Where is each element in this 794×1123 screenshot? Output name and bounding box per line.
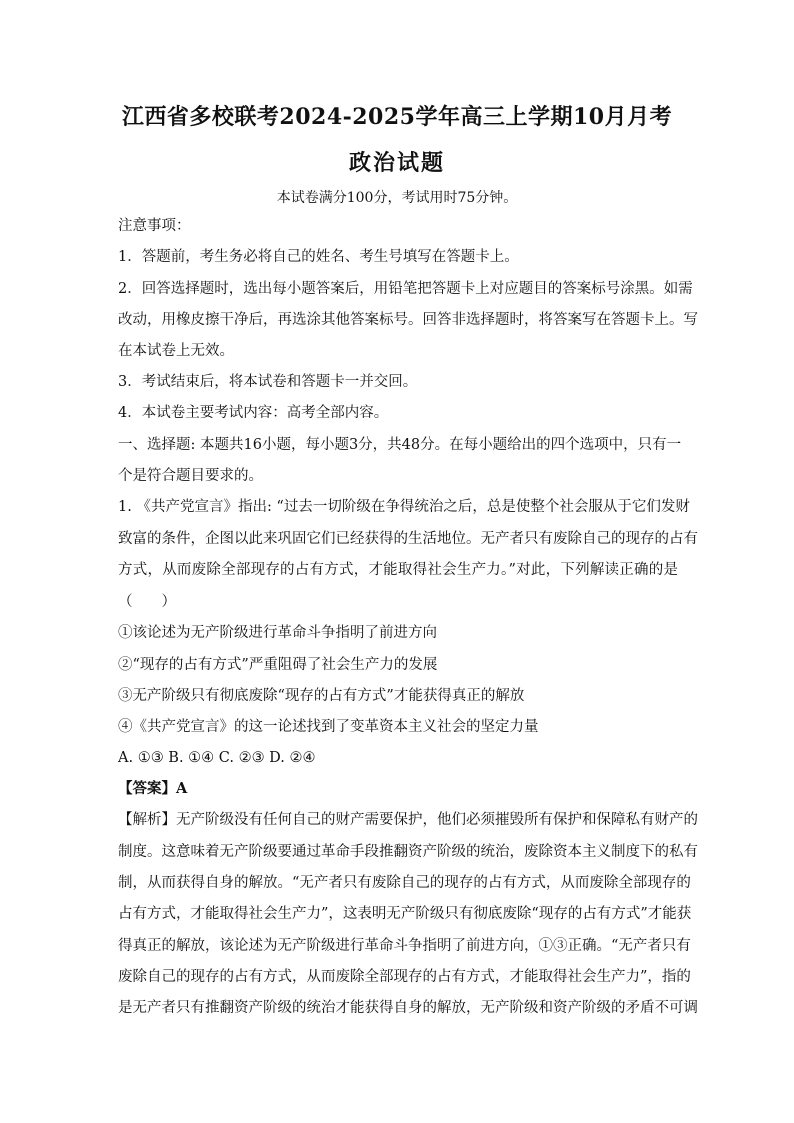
notice-item-2-line-3: 在本试卷上无效。 [118,343,234,359]
document-subtitle: 政治试题 [348,150,445,176]
analysis-line-4: 占有方式，才能取得社会生产力”，这表明无产阶级只有彻底废除“现存的占有方式”才能获 [118,906,692,922]
question-1-option-3: ③无产阶级只有彻底废除“现存的占有方式”才能获得真正的解放 [118,688,525,704]
question-1-line-1: 1. 《共产党宣言》指出: “过去一切阶级在争得统治之后，总是使整个社会服从于它们发财 [118,499,690,515]
notice-item-4: 4．本试卷主要考试内容：高考全部内容。 [118,405,389,421]
question-1-choices: A. ①③ B. ①④ C. ②③ D. ②④ [118,750,316,766]
question-1-option-2: ②“现存的占有方式”严重阻碍了社会生产力的发展 [118,657,438,673]
question-1-blank: （ ） [118,594,176,610]
notice-item-1: 1．答题前，考生务必将自己的姓名、考生号填写在答题卡上。 [118,249,519,265]
analysis-line-5: 得真正的解放，该论述为无产阶级进行革命斗争指明了前进方向，①③正确。“无产者只有 [118,938,691,954]
document-title: 江西省多校联考2024-2025学年高三上学期10月月考 [121,104,673,130]
exam-meta: 本试卷满分100分，考试用时75分钟。 [276,190,518,206]
notice-item-2-line-1: 2．回答选择题时，选出每小题答案后，用铅笔把答题卡上对应题目的答案标号涂黑。如需 [118,281,693,297]
section-heading-line-2: 个是符合题目要求的。 [118,468,263,484]
analysis-line-1: 【解析】无产阶级没有任何自己的财产需要保护，他们必须摧毁所有保护和保障私有财产的 [118,812,698,828]
analysis-line-3: 制，从而获得自身的解放。“无产者只有废除自己的现存的占有方式，从而废除全部现存的 [118,875,691,891]
question-1-option-1: ①该论述为无产阶级进行革命斗争指明了前进方向 [118,625,437,641]
analysis-line-2: 制度。这意味着无产阶级要通过革命手段推翻资产阶级的统治，废除资本主义制度下的私有 [118,844,698,860]
analysis-line-6: 废除自己的现存的占有方式，从而废除全部现存的占有方式，才能取得社会生产力”，指的 [118,969,691,985]
question-1-answer: 【答案】A [118,780,188,797]
question-1-line-2: 致富的条件，企图以此来巩固它们已经获得的生活地位。无产者只有废除自己的现存的占有 [118,531,698,547]
notice-item-3: 3．考试结束后，将本试卷和答题卡一并交回。 [118,374,418,390]
section-heading-line-1: 一、选择题: 本题共16小题，每小题3分，共48分。在每小题给出的四个选项中，只有一 [118,437,682,453]
analysis-line-7: 是无产者只有推翻资产阶级的统治才能获得自身的解放，无产阶级和资产阶级的矛盾不可调 [118,1000,698,1016]
notice-heading: 注意事项： [118,218,191,234]
question-1-line-3: 方式，从而废除全部现存的占有方式，才能取得社会生产力。”对此，下列解读正确的是 [118,562,678,578]
question-1-option-4: ④《共产党宣言》的这一论述找到了变革资本主义社会的坚定力量 [118,719,539,735]
notice-item-2-line-2: 改动，用橡皮擦干净后，再选涂其他答案标号。回答非选择题时，将答案写在答题卡上。写 [118,312,698,328]
